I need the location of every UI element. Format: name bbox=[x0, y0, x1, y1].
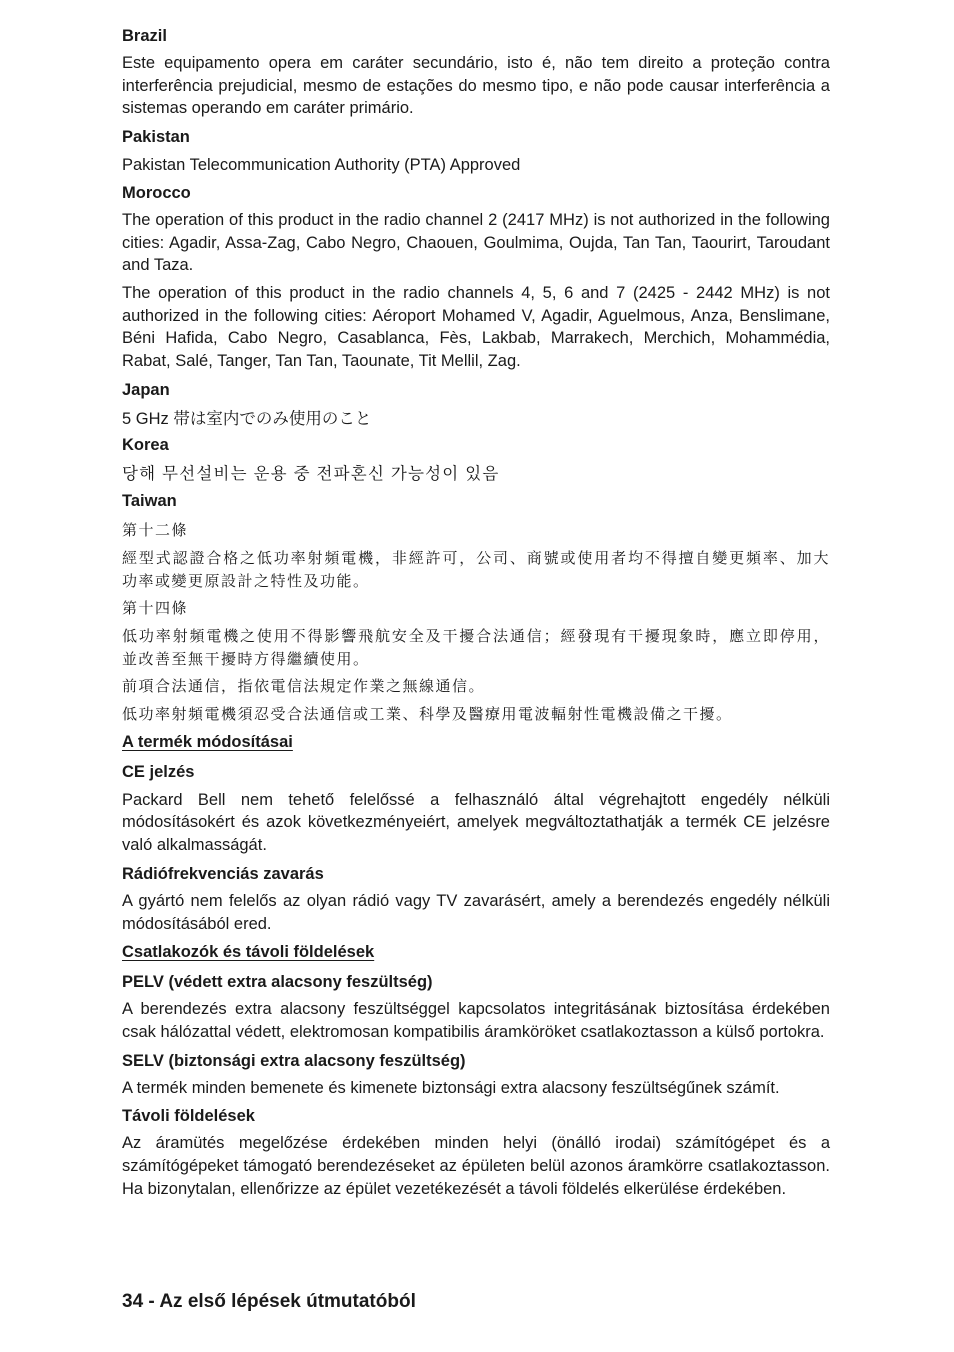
morocco-text-2: The operation of this product in the radio channels 4, 5, 6 and 7 (2425 - 2442 MHz) is not authorized in the following cities: Aéroport Mohamed V, Agadir, Aguelmous, Anza, Benslimane, Béni Hafida, Cabo Negro, Casablanca, Fès, Lakbab, Marrakech, Merchich, Mohammédia, Rabat, Salé, Tanger, Tan Tan, Taounate, Tit Mellil, Zag. bbox=[122, 283, 830, 371]
selv-text: A termék minden bemenete és kimenete biztonsági extra alacsony feszültségűnek számít. bbox=[122, 1078, 780, 1097]
pakistan-text: Pakistan Telecommunication Authority (PTA) Approved bbox=[122, 156, 521, 175]
selv-heading: SELV (biztonsági extra alacsony feszültség) bbox=[122, 1051, 466, 1070]
pakistan-heading: Pakistan bbox=[122, 128, 190, 147]
japan-heading: Japan bbox=[122, 380, 170, 399]
rf-heading: Rádiófrekvenciás zavarás bbox=[122, 864, 324, 883]
ce-heading: CE jelzés bbox=[122, 762, 195, 781]
morocco-text-1: The operation of this product in the radio channel 2 (2417 MHz) is not authorized in the following cities: Agadir, Assa-Zag, Cabo Negro, Chaouen, Goulmima, Oujda, Tan Tan, Taourirt, Taroudant and Taza. bbox=[122, 210, 830, 275]
brazil-text: Este equipamento opera em caráter secundário, isto é, não tem direito a proteção contra interferência prejudicial, mesmo de estações do mesmo tipo, e não pode causar interferência a sistemas operando em caráter primário. bbox=[122, 54, 830, 118]
page-footer: 34 - Az első lépések útmutatóból bbox=[122, 1291, 416, 1312]
taiwan-text-3: 前項合法通信，指依電信法規定作業之無線通信。 bbox=[122, 677, 486, 696]
korea-text: 당해 무선설비는 운용 중 전파혼신 가능성이 있음 bbox=[122, 465, 500, 484]
taiwan-heading: Taiwan bbox=[122, 492, 177, 511]
korea-heading: Korea bbox=[122, 436, 169, 455]
japan-text: 5 GHz 帯は室内でのみ使用のこと bbox=[122, 409, 372, 428]
connections-heading: Csatlakozók és távoli földelések bbox=[122, 943, 375, 962]
taiwan-text-2: 低功率射頻電機之使用不得影響飛航安全及干擾合法通信；經發現有干擾現象時，應立即停用，並改善至無干擾時方得繼續使用。 bbox=[122, 626, 830, 668]
ce-text: Packard Bell nem tehető felelőssé a felhasználó által végrehajtott engedély nélküli módosításokért és azok következményeiért, amelyek megváltoztathatják a termék CE jelzésre való alkalmasságát. bbox=[122, 790, 830, 855]
brazil-heading: Brazil bbox=[122, 27, 167, 45]
pelv-text: A berendezés extra alacsony feszültséggel kapcsolatos integritásának biztosítása érdekében csak hálózattal védett, elektromosan kompatibilis áramköröket csatlakoztasson a külső portokra. bbox=[122, 1000, 830, 1041]
taiwan-text-4: 低功率射頻電機須忍受合法通信或工業、科學及醫療用電波輻射性電機設備之干擾。 bbox=[122, 705, 733, 724]
ground-heading: Távoli földelések bbox=[122, 1107, 255, 1126]
taiwan-article-12: 第十二條 bbox=[122, 521, 189, 540]
ground-text: Az áramütés megelőzése érdekében minden helyi (önálló irodai) számítógépet és a számítógépeket támogató berendezéseket az épületen belül azonos áramkörre csatlakoztasson. Ha bizonytalan, ellenőrizze az épület vezetékezését a távoli földelés elkerülése érdekében. bbox=[122, 1134, 830, 1198]
taiwan-text-1: 經型式認證合格之低功率射頻電機，非經許可，公司、商號或使用者均不得擅自變更頻率、加大功率或變更原設計之特性及功能。 bbox=[122, 548, 830, 590]
document-body bbox=[122, 26, 830, 1201]
modifications-heading: A termék módosításai bbox=[122, 732, 293, 751]
taiwan-article-14: 第十四條 bbox=[122, 599, 189, 618]
morocco-heading: Morocco bbox=[122, 183, 191, 202]
rf-text: A gyártó nem felelős az olyan rádió vagy TV zavarásért, amely a berendezés engedély nélküli módosításából ered. bbox=[122, 891, 830, 933]
pelv-heading: PELV (védett extra alacsony feszültség) bbox=[122, 973, 433, 992]
